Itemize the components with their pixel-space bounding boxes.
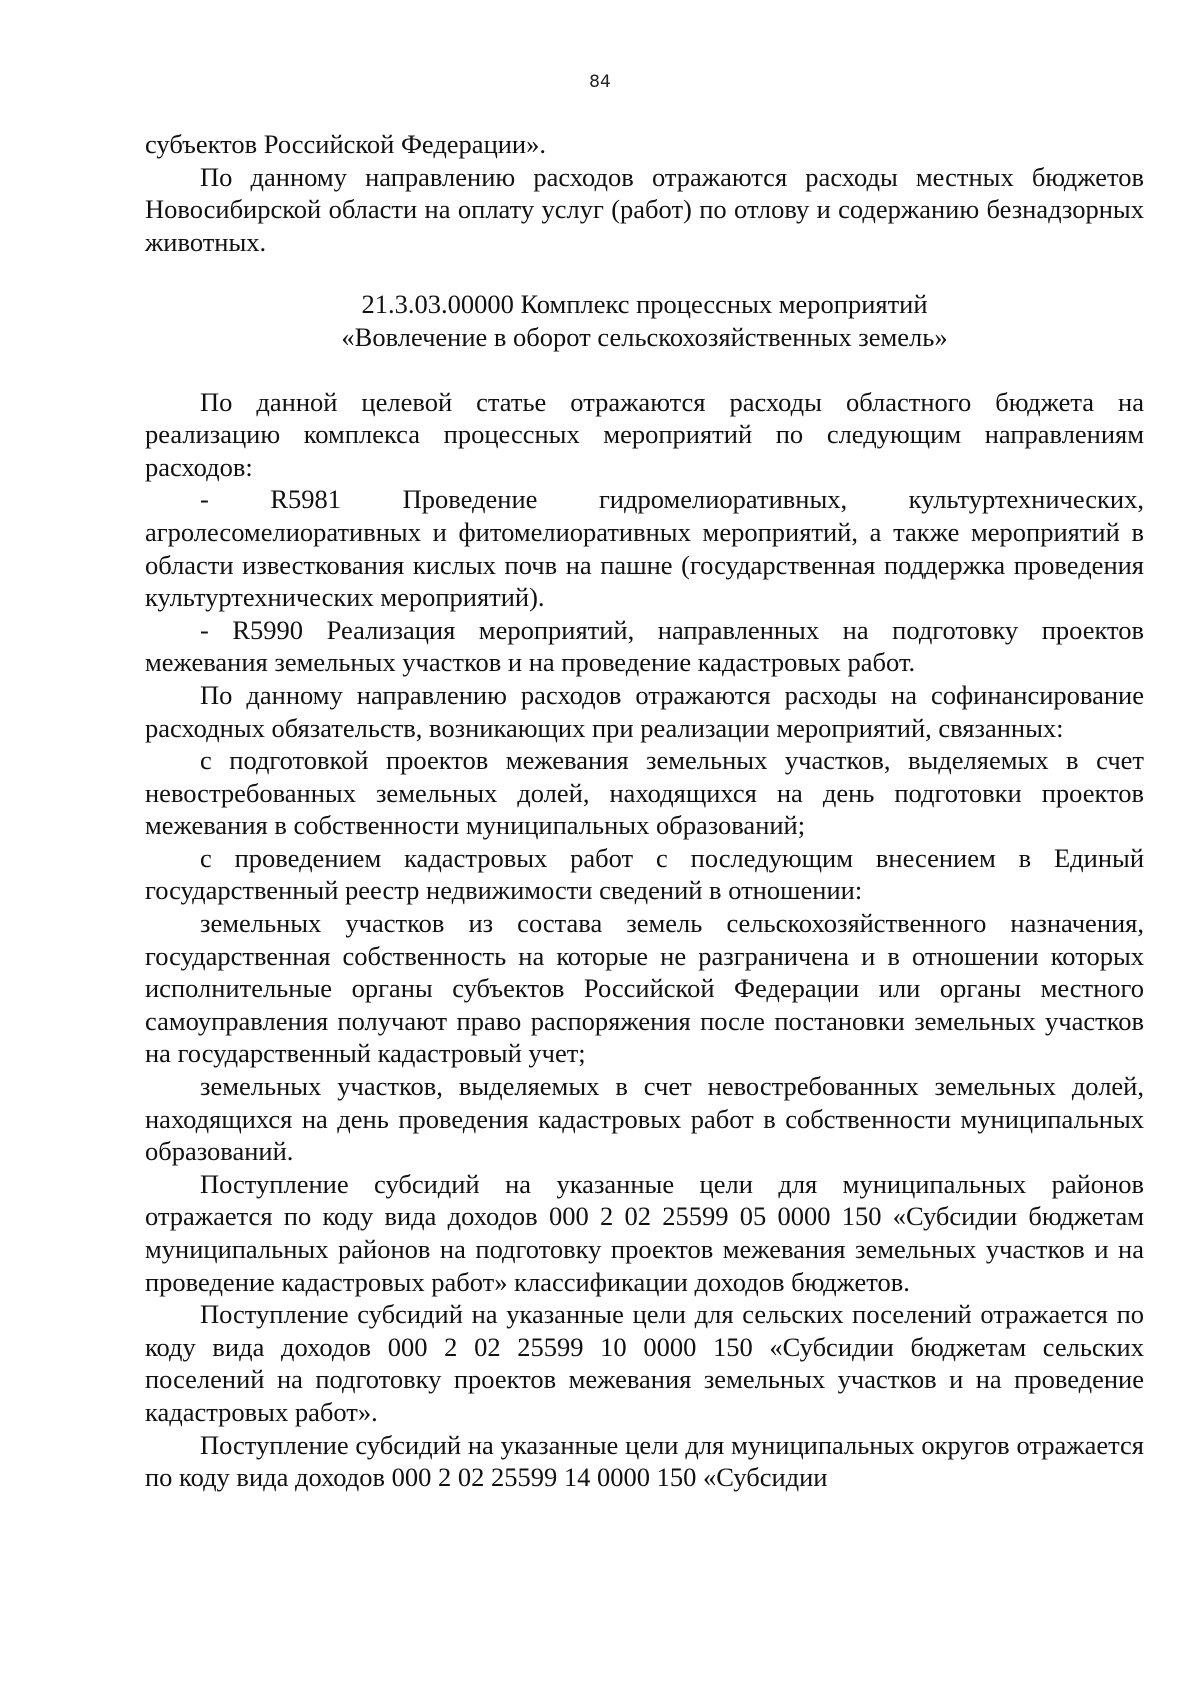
paragraph-r5990: - R5990 Реализация мероприятий, направленных на подготовку проектов межевания земельных участков и на проведение кадастровых работ. — [145, 614, 1144, 678]
paragraph-cadastral-works: с проведением кадастровых работ с последующим внесением в Единый государственный реестр недвижимости сведений в отношении: — [145, 842, 1144, 906]
section-heading-title: «Вовлечение в оборот сельскохозяйственных земель» — [341, 321, 948, 352]
paragraph-cofinancing: По данному направлению расходов отражаются расходы на софинансирование расходных обязательств, возникающих при реализации мероприятий, связанных: — [145, 679, 1144, 743]
paragraph-rural-settlements: Поступление субсидий на указанные цели для сельских поселений отражается по коду вида доходов 000 2 02 25599 10 0000 150 «Субсидии бюджетам сельских поселений на подготовку проектов межевания земельных участков и на проведение кадастровых работ». — [145, 1299, 1144, 1427]
paragraph-unclaimed-shares: земельных участков, выделяемых в счет невостребованных земельных долей, находящихся на день проведения кадастровых работ в собственности муниципальных образований. — [145, 1071, 1144, 1167]
paragraph-municipal-okrugs: Поступление субсидий на указанные цели для муниципальных округов отражается по коду вида доходов 000 2 02 25599 14 0000 150 «Субсидии — [145, 1429, 1144, 1493]
paragraph-stray-animals: По данному направлению расходов отражаются расходы местных бюджетов Новосибирской области на оплату услуг (работ) по отлову и содержанию безнадзорных животных. — [145, 161, 1144, 257]
paragraph-survey-projects: с подготовкой проектов межевания земельных участков, выделяемых в счет невостребованных земельных долей, находящихся на день подготовки проектов межевания в собственности муниципальных образований; — [145, 745, 1144, 841]
page-number: 84 — [589, 72, 611, 92]
document-body — [145, 128, 1144, 1494]
paragraph-r5981: - R5981 Проведение гидромелиоративных, культуртехнических, агролесомелиоративных и фитомелиоративных мероприятий, а также мероприятий в области известкования кислых почв на пашне (государственная поддержка проведения культуртехнических мероприятий). — [145, 484, 1144, 613]
section-heading-code: 21.3.03.00000 Комплекс процессных мероприятий — [361, 289, 928, 320]
paragraph-target-article: По данной целевой статье отражаются расходы областного бюджета на реализацию комплекса процессных мероприятий по следующим направлениям расходов: — [145, 386, 1144, 482]
paragraph-agricultural-land: земельных участков из состава земель сельскохозяйственного назначения, государственная собственность на которые не разграничена и в отношении которых исполнительные органы субъектов Российской Федерации или органы местного самоуправления получают право распоряжения после постановки земельных участков на государственный кадастровый учет; — [145, 908, 1144, 1069]
section-heading — [145, 288, 1144, 353]
paragraph-municipal-districts: Поступление субсидий на указанные цели для муниципальных районов отражается по коду вида доходов 000 2 02 25599 05 0000 150 «Субсидии бюджетам муниципальных районов на подготовку проектов межевания земельных участков и на проведение кадастровых работ» классификации доходов бюджетов. — [145, 1168, 1144, 1297]
paragraph-continuation: субъектов Российской Федерации». — [145, 129, 546, 159]
